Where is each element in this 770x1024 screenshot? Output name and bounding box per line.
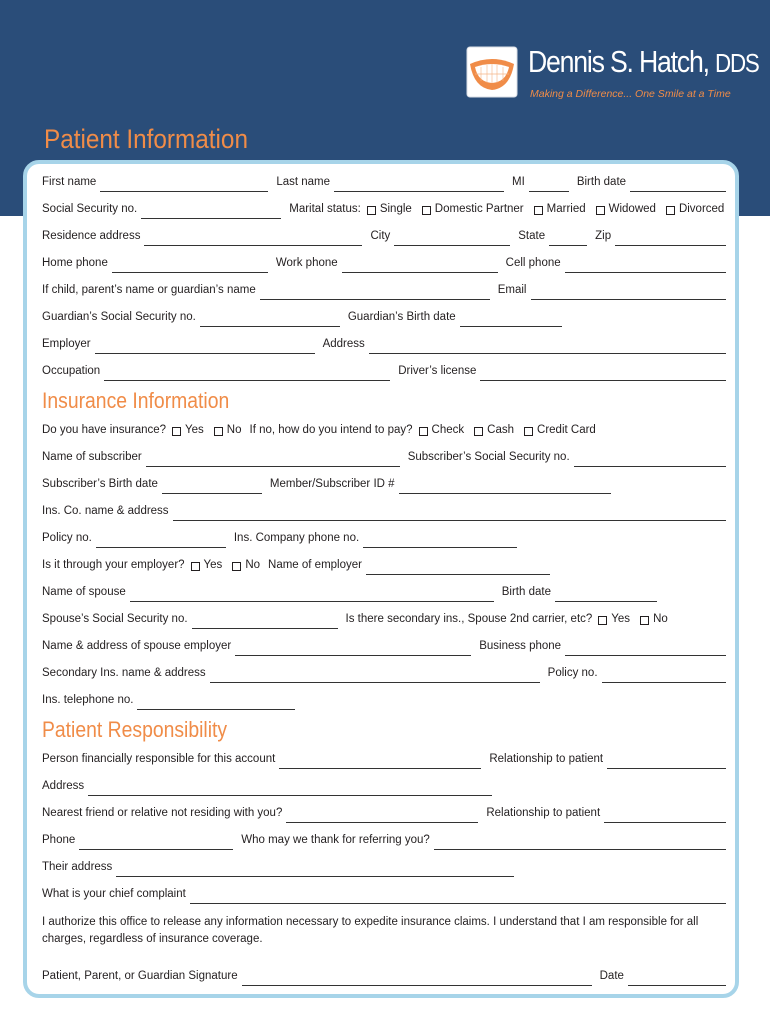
guardian-birth-date-field[interactable] bbox=[460, 312, 562, 327]
row-through-employer bbox=[42, 555, 726, 575]
row-their-address bbox=[42, 857, 726, 877]
occupation-label: Occupation bbox=[42, 365, 101, 377]
row-have-insurance bbox=[42, 420, 726, 440]
row-secondary-ins bbox=[42, 663, 726, 683]
row-signature bbox=[42, 966, 726, 986]
residence-address-label: Residence address bbox=[42, 230, 141, 242]
birth-date-field[interactable] bbox=[630, 177, 726, 192]
drivers-license-label: Driver’s license bbox=[398, 365, 477, 377]
employer-no-checkbox[interactable] bbox=[232, 562, 241, 571]
check-checkbox[interactable] bbox=[419, 427, 428, 436]
cash-checkbox[interactable] bbox=[474, 427, 483, 436]
spouse-employer-field[interactable] bbox=[235, 641, 471, 656]
chief-complaint-label: What is your chief complaint bbox=[42, 888, 186, 900]
guardian-ssn-label: Guardian’s Social Security no. bbox=[42, 311, 196, 323]
intend-to-pay-label: If no, how do you intend to pay? bbox=[249, 424, 413, 436]
row-phones bbox=[42, 253, 726, 273]
name-of-subscriber-field[interactable] bbox=[146, 452, 400, 467]
person-responsible-label: Person financially responsible for this account bbox=[42, 753, 276, 765]
guardian-name-field[interactable] bbox=[260, 285, 490, 300]
chief-complaint-field[interactable] bbox=[190, 889, 726, 904]
date-field[interactable] bbox=[628, 971, 726, 986]
residence-address-field[interactable] bbox=[144, 231, 362, 246]
row-ins-co bbox=[42, 501, 726, 521]
row-phone-referral bbox=[42, 830, 726, 850]
responsible-address-field[interactable] bbox=[88, 781, 492, 796]
member-id-label: Member/Subscriber ID # bbox=[269, 478, 395, 490]
signature-label: Patient, Parent, or Guardian Signature bbox=[42, 970, 238, 982]
secondary-policy-no-label: Policy no. bbox=[547, 667, 598, 679]
brand-name-text: Dennis S. Hatch, bbox=[528, 44, 709, 79]
row-subscriber-birth bbox=[42, 474, 726, 494]
insurance-yes-option: Yes bbox=[185, 424, 204, 436]
spouse-birth-date-field[interactable] bbox=[555, 587, 657, 602]
email-field[interactable] bbox=[531, 285, 727, 300]
name-of-employer-label: Name of employer bbox=[268, 559, 362, 571]
responsibility-section-title: Patient Responsibility bbox=[42, 717, 228, 742]
cash-option: Cash bbox=[487, 424, 515, 436]
state-label: State bbox=[518, 230, 546, 242]
row-responsible-address bbox=[42, 776, 726, 796]
email-label: Email bbox=[497, 284, 527, 296]
subscriber-ssn-field[interactable] bbox=[574, 452, 726, 467]
single-option: Single bbox=[379, 203, 412, 215]
brand-tagline: Making a Difference... One Smile at a Time bbox=[530, 88, 731, 100]
date-label: Date bbox=[599, 970, 624, 982]
row-occupation bbox=[42, 361, 726, 381]
row-spouse-employer bbox=[42, 636, 726, 656]
zip-field[interactable] bbox=[615, 231, 726, 246]
have-insurance-label: Do you have insurance? bbox=[42, 424, 167, 436]
row-chief-complaint bbox=[42, 884, 726, 904]
employer-field[interactable] bbox=[95, 339, 315, 354]
row-spouse-ssn bbox=[42, 609, 726, 629]
brand-name bbox=[528, 44, 759, 80]
divorced-option: Divorced bbox=[678, 203, 725, 215]
relationship-label: Relationship to patient bbox=[489, 753, 604, 765]
credit-card-option: Credit Card bbox=[537, 424, 596, 436]
member-id-field[interactable] bbox=[399, 479, 611, 494]
city-field[interactable] bbox=[394, 231, 510, 246]
row-responsible-person bbox=[42, 749, 726, 769]
employer-yes-option: Yes bbox=[203, 559, 223, 571]
referred-by-label: Who may we thank for referring you? bbox=[241, 834, 430, 846]
name-of-employer-field[interactable] bbox=[366, 560, 550, 575]
row-employer bbox=[42, 334, 726, 354]
subscriber-birth-date-field[interactable] bbox=[162, 479, 262, 494]
phone-label: Phone bbox=[42, 834, 76, 846]
row-guardian-email bbox=[42, 280, 726, 300]
insurance-no-option: No bbox=[226, 424, 242, 436]
row-policy bbox=[42, 528, 726, 548]
phone-field[interactable] bbox=[79, 835, 233, 850]
secondary-policy-no-field[interactable] bbox=[602, 668, 726, 683]
row-ins-telephone bbox=[42, 690, 726, 710]
responsible-address-label: Address bbox=[42, 780, 85, 792]
mi-label: MI bbox=[512, 176, 525, 188]
relationship-field[interactable] bbox=[607, 754, 726, 769]
secondary-ins-question-label: Is there secondary ins., Spouse 2nd carrier, etc? bbox=[345, 613, 593, 625]
divorced-checkbox[interactable] bbox=[666, 206, 675, 215]
employer-address-label: Address bbox=[322, 338, 365, 350]
ins-co-phone-label: Ins. Company phone no. bbox=[233, 532, 360, 544]
secondary-no-option: No bbox=[653, 613, 668, 625]
row-nearest-friend bbox=[42, 803, 726, 823]
last-name-field[interactable] bbox=[334, 177, 504, 192]
through-employer-label: Is it through your employer? bbox=[42, 559, 185, 571]
secondary-ins-name-field[interactable] bbox=[210, 668, 540, 683]
relationship-2-label: Relationship to patient bbox=[486, 807, 601, 819]
brand-suffix: DDS bbox=[714, 48, 759, 78]
first-name-label: First name bbox=[42, 176, 97, 188]
employer-label: Employer bbox=[42, 338, 91, 350]
city-label: City bbox=[370, 230, 391, 242]
married-option: Married bbox=[546, 203, 586, 215]
policy-no-field[interactable] bbox=[96, 533, 226, 548]
ins-co-phone-field[interactable] bbox=[363, 533, 517, 548]
spouse-ssn-field[interactable] bbox=[192, 614, 338, 629]
ins-co-name-label: Ins. Co. name & address bbox=[42, 505, 169, 517]
first-name-field[interactable] bbox=[100, 177, 268, 192]
work-phone-field[interactable] bbox=[342, 258, 498, 273]
page-title: Patient Information bbox=[44, 124, 248, 154]
home-phone-label: Home phone bbox=[42, 257, 108, 269]
secondary-ins-name-label: Secondary Ins. name & address bbox=[42, 667, 206, 679]
credit-card-checkbox[interactable] bbox=[524, 427, 533, 436]
domestic-partner-option: Domestic Partner bbox=[434, 203, 524, 215]
occupation-field[interactable] bbox=[104, 366, 390, 381]
authorization-statement: I authorize this office to release any information necessary to expedite insurance claims. I understand that I am responsible for all charges, regardless of insurance coverage. bbox=[42, 916, 699, 945]
row-spouse bbox=[42, 582, 726, 602]
home-phone-field[interactable] bbox=[112, 258, 268, 273]
widowed-checkbox[interactable] bbox=[596, 206, 605, 215]
insurance-section-title: Insurance Information bbox=[42, 388, 230, 413]
name-of-subscriber-label: Name of subscriber bbox=[42, 451, 142, 463]
cell-phone-field[interactable] bbox=[565, 258, 726, 273]
secondary-yes-checkbox[interactable] bbox=[598, 616, 607, 625]
subscriber-ssn-label: Subscriber’s Social Security no. bbox=[407, 451, 570, 463]
their-address-label: Their address bbox=[42, 861, 113, 873]
name-of-spouse-field[interactable] bbox=[130, 587, 494, 602]
employer-yes-checkbox[interactable] bbox=[191, 562, 200, 571]
state-field[interactable] bbox=[549, 231, 587, 246]
ssn-field[interactable] bbox=[141, 204, 281, 219]
spouse-employer-label: Name & address of spouse employer bbox=[42, 640, 232, 652]
nearest-friend-label: Nearest friend or relative not residing with you? bbox=[42, 807, 283, 819]
insurance-yes-checkbox[interactable] bbox=[172, 427, 181, 436]
signature-field[interactable] bbox=[242, 971, 592, 986]
guardian-name-label: If child, parent’s name or guardian’s name bbox=[42, 284, 256, 296]
guardian-ssn-field[interactable] bbox=[200, 312, 340, 327]
zip-label: Zip bbox=[595, 230, 612, 242]
nearest-friend-field[interactable] bbox=[286, 808, 478, 823]
spouse-birth-date-label: Birth date bbox=[501, 586, 551, 598]
employer-no-option: No bbox=[245, 559, 261, 571]
birth-date-label: Birth date bbox=[576, 176, 627, 188]
relationship-2-field[interactable] bbox=[604, 808, 726, 823]
work-phone-label: Work phone bbox=[275, 257, 338, 269]
ins-telephone-field[interactable] bbox=[137, 695, 295, 710]
policy-no-label: Policy no. bbox=[42, 532, 92, 544]
marital-status-label: Marital status: bbox=[289, 203, 361, 215]
employer-address-field[interactable] bbox=[369, 339, 726, 354]
business-phone-field[interactable] bbox=[565, 641, 726, 656]
row-ssn-marital bbox=[42, 199, 726, 219]
guardian-birth-date-label: Guardian’s Birth date bbox=[347, 311, 456, 323]
name-of-spouse-label: Name of spouse bbox=[42, 586, 126, 598]
row-residence bbox=[42, 226, 726, 246]
business-phone-label: Business phone bbox=[479, 640, 562, 652]
mi-field[interactable] bbox=[529, 177, 569, 192]
cell-phone-label: Cell phone bbox=[505, 257, 561, 269]
ins-co-name-field[interactable] bbox=[173, 506, 726, 521]
row-subscriber bbox=[42, 447, 726, 467]
subscriber-birth-date-label: Subscriber’s Birth date bbox=[42, 478, 158, 490]
secondary-yes-option: Yes bbox=[611, 613, 631, 625]
ins-telephone-label: Ins. telephone no. bbox=[42, 694, 134, 706]
last-name-label: Last name bbox=[276, 176, 331, 188]
row-guardian-ssn bbox=[42, 307, 726, 327]
person-responsible-field[interactable] bbox=[279, 754, 481, 769]
their-address-field[interactable] bbox=[116, 862, 514, 877]
domestic-partner-checkbox[interactable] bbox=[422, 206, 431, 215]
insurance-no-checkbox[interactable] bbox=[214, 427, 223, 436]
married-checkbox[interactable] bbox=[534, 206, 543, 215]
single-checkbox[interactable] bbox=[367, 206, 376, 215]
secondary-no-checkbox[interactable] bbox=[640, 616, 649, 625]
check-option: Check bbox=[431, 424, 465, 436]
ssn-label: Social Security no. bbox=[42, 203, 138, 215]
spouse-ssn-label: Spouse’s Social Security no. bbox=[42, 613, 188, 625]
row-name-birthdate bbox=[42, 172, 726, 192]
widowed-option: Widowed bbox=[608, 203, 656, 215]
drivers-license-field[interactable] bbox=[480, 366, 726, 381]
smile-logo-icon bbox=[466, 46, 518, 98]
referred-by-field[interactable] bbox=[434, 835, 726, 850]
